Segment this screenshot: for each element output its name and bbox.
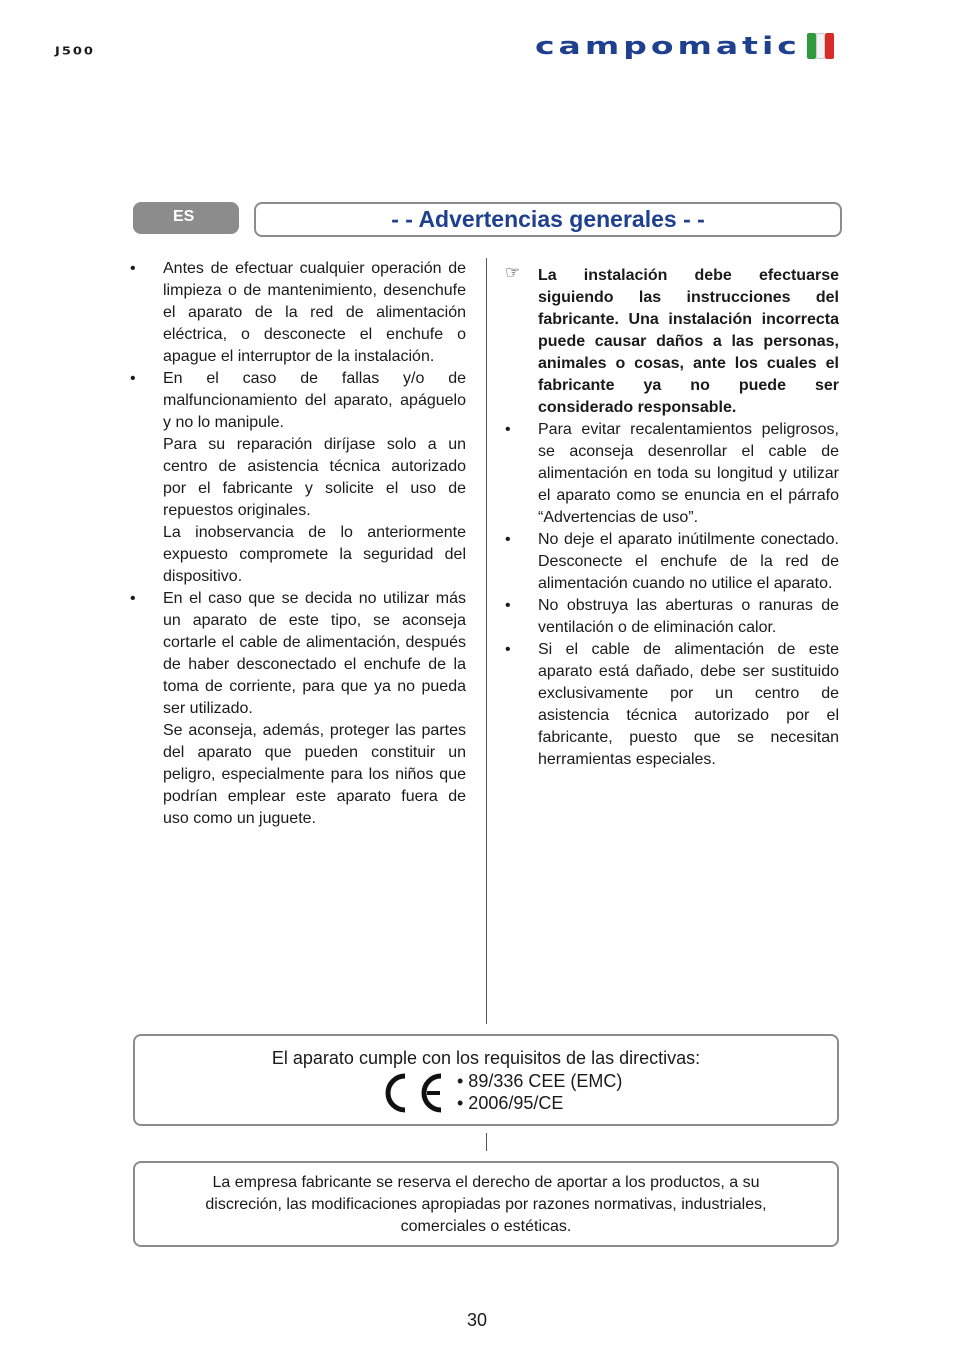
language-code: ES [173,208,195,225]
compliance-box [133,1034,839,1126]
section-title: - - Advertencias generales - - [391,206,705,232]
model-code: J500 [55,45,95,58]
item-text: Para su reparación diríjase solo a un centro de asistencia técnica autorizado por el fabricante y solicite el uso de repuestos originales. [163,436,466,519]
directive-list [457,1070,622,1114]
left-column [130,258,466,830]
brand-logo [535,26,834,65]
ce-mark-icon [385,1072,447,1114]
list-item [505,419,839,529]
item-text: Para evitar recalentamientos peligrosos, se aconseja desenrollar el cable de alimentación en toda su longitud y utilizar el aparato como se enuncia en el párrafo “Advertencias de uso”. [538,421,839,526]
note-text: La instalación debe efectuarse siguiendo las instrucciones del fabricante. Una instalación incorrecta puede causar daños a las personas, animales o cosas, ante los cuales el fabricante ya no puede ser considerado responsable. [538,267,839,416]
item-text: En el caso que se decida no utilizar más un aparato de este tipo, se aconseja cortarle el cable de alimentación, después de haber desconectado el enchufe de la toma de corriente, para que ya no pueda ser utilizado. [163,590,466,717]
list-item [505,529,839,595]
bullet: • [505,421,511,438]
section-title-box [254,202,842,237]
bullet: • [130,260,136,277]
item-text: Si el cable de alimentación de este aparato está dañado, debe ser sustituido exclusivamente por un centro de asistencia técnica autorizado por el fabricante, puesto que se necesitan herramientas especiales. [538,641,839,768]
directive-item: • 2006/95/CE [457,1093,564,1113]
column-divider [486,258,487,1024]
item-text: Se aconseja, además, proteger las partes del aparato que pueden constituir un peligro, especialmente para los niños que podrían emplear este aparato fuera de uso como un juguete. [163,722,466,827]
list-item [505,595,839,639]
item-text: En el caso de fallas y/o de malfuncionamiento del aparato, apáguelo y no lo manipule. [163,370,466,431]
box-connector [486,1133,487,1151]
list-item [505,639,839,771]
compliance-intro: El aparato cumple con los requisitos de las directivas: [271,1048,701,1068]
bullet: • [505,641,511,658]
installation-note [505,265,839,419]
disclaimer-text: La empresa fabricante se reserva el derecho de aportar a los productos, a su discreción, las modificaciones apropiadas por razones normativas, industriales, comerciales o estéticas. [205,1174,767,1235]
item-text: No obstruya las aberturas o ranuras de ventilación o de eliminación calor. [538,597,839,636]
list-item [130,588,466,720]
item-text: Antes de efectuar cualquier operación de limpieza o de mantenimiento, desenchufe el aparato de la red de alimentación eléctrica, o desconecte el enchufe o apague el interruptor de la instalación. [163,260,466,365]
brand-name: campomatic [535,31,801,60]
disclaimer-box [133,1161,839,1247]
italian-flag-icon [807,33,834,59]
bullet: • [505,597,511,614]
language-tab [133,202,239,234]
bullet: • [130,590,136,607]
item-text: La inobservancia de lo anteriormente expuesto compromete la seguridad del dispositivo. [163,524,466,585]
item-continuation [130,434,466,588]
page-number: 30 [466,1310,488,1330]
item-continuation [130,720,466,830]
list-item [130,258,466,368]
directive-item: • 89/336 CEE (EMC) [457,1071,623,1091]
bullet: • [505,531,511,548]
bullet: • [130,370,136,387]
item-text: No deje el aparato inútilmente conectado. Desconecte el enchufe de la red de alimentación cuando no utilice el aparato. [538,531,839,592]
list-item [130,368,466,434]
pointing-hand-icon: ☞ [505,263,521,282]
right-column [505,265,839,771]
